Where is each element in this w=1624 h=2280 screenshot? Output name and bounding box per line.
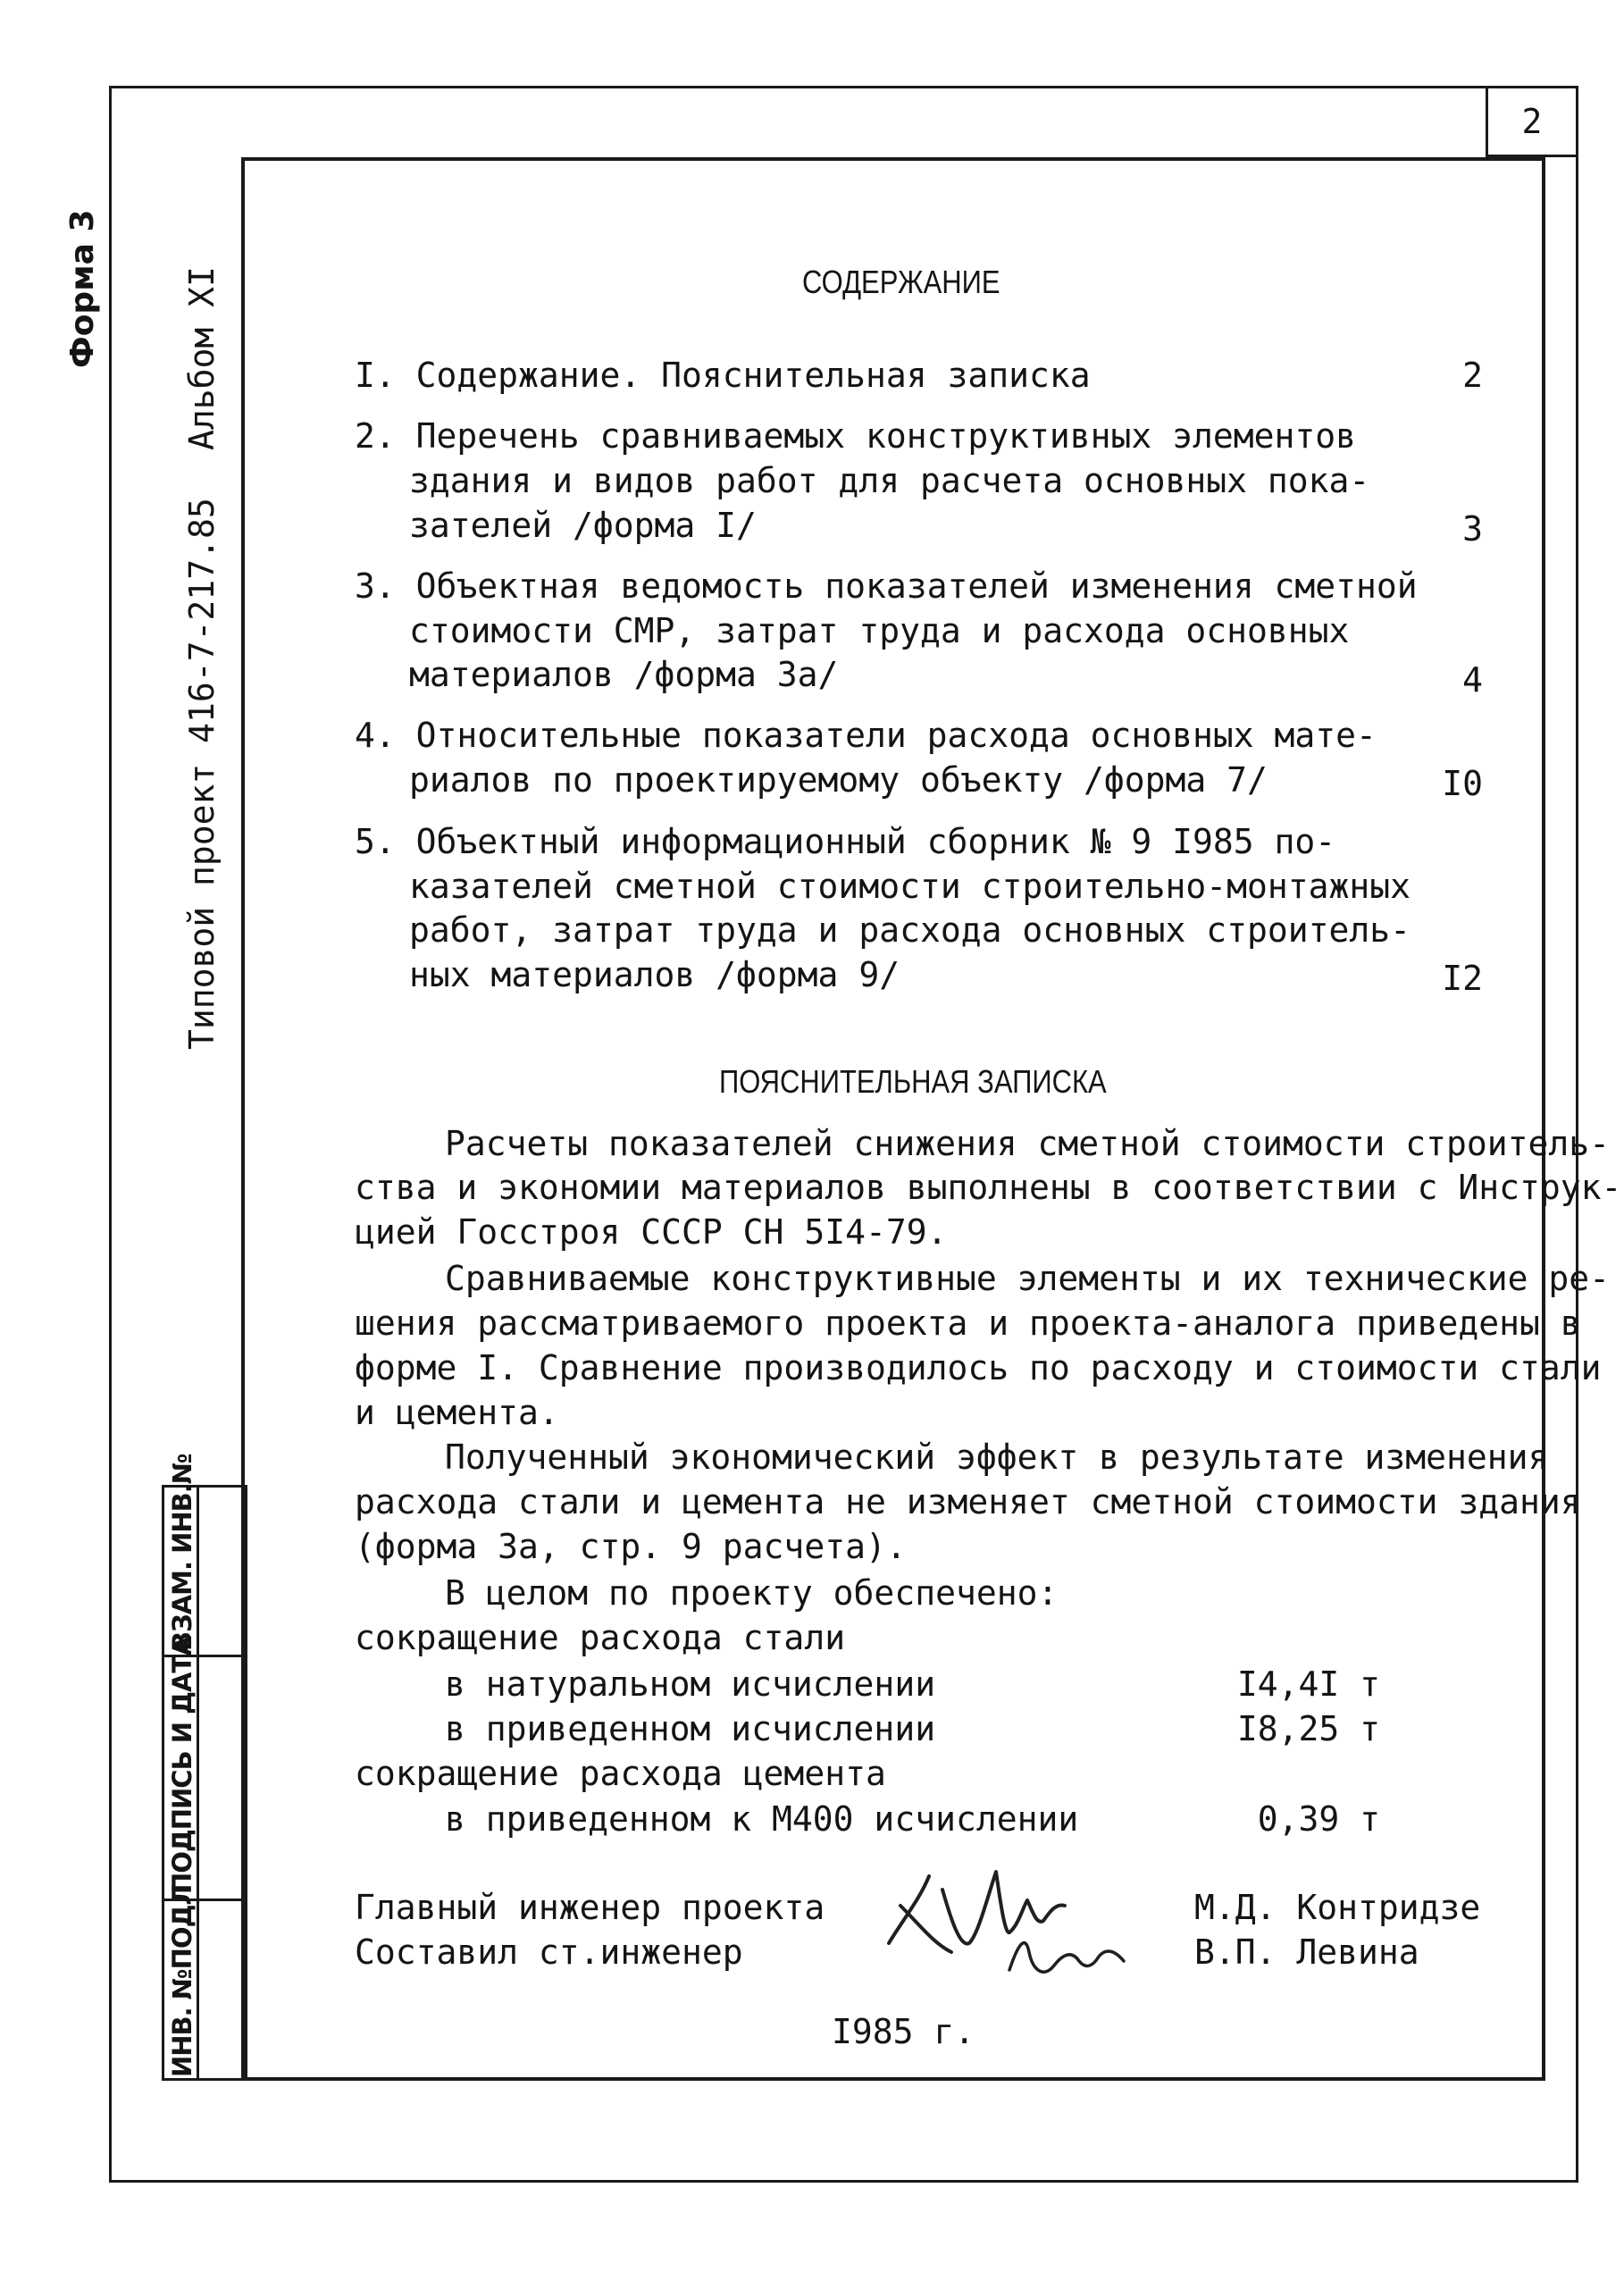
note-line: Расчеты показателей снижения сметной стоимости строитель- xyxy=(445,1124,1611,1163)
form-label: Форма 3 xyxy=(64,209,101,368)
handwritten-signature-icon xyxy=(866,1836,1161,1997)
signature-role: Главный инженер проекта xyxy=(355,1888,825,1927)
contents-item-line: казателей сметной стоимости строительно-монтажных xyxy=(409,867,1411,906)
note-line: шения рассматриваемого проекта и проекта-аналога приведены в xyxy=(355,1303,1581,1343)
steel-reduced-label: в приведенном исчислении xyxy=(445,1709,936,1748)
contents-item-page: 2 xyxy=(1462,356,1483,395)
stamp-inv-orig: ИНВ. №ПОДЛ xyxy=(167,1884,197,2077)
document-year: I985 г. xyxy=(832,2012,975,2051)
contents-item-line: 4. Относительные показатели расхода основных мате- xyxy=(355,716,1377,755)
contents-item-page: 3 xyxy=(1462,509,1483,549)
contents-item-line: ных материалов /форма 9/ xyxy=(409,955,900,994)
signature-name: В.П. Левина xyxy=(1194,1932,1419,1972)
contents-item-page: I2 xyxy=(1442,959,1483,998)
contents-title: СОДЕРЖАНИЕ xyxy=(802,264,1000,300)
note-line: сокращение расхода стали xyxy=(355,1618,846,1657)
contents-item-line: I. Содержание. Пояснительная записка xyxy=(355,356,1091,395)
cement-label: в приведенном к М400 исчислении xyxy=(445,1799,1079,1839)
note-line: цией Госстроя СССР СН 5I4-79. xyxy=(355,1212,948,1252)
contents-item-line: риалов по проектируемому объекту /форма 7/ xyxy=(409,760,1268,800)
note-line: Полученный экономический эффект в результате изменения xyxy=(445,1438,1549,1477)
note-line: Сравниваемые конструктивные элементы и их технические ре- xyxy=(445,1259,1611,1298)
note-line: расхода стали и цемента не изменяет сметной стоимости здания xyxy=(355,1482,1581,1521)
contents-item-page: 4 xyxy=(1462,660,1483,700)
stamp-block xyxy=(162,1454,247,2081)
project-label: Типовой проект 416-7-217.85 xyxy=(182,498,222,1050)
cement-value: 0,39 т xyxy=(1257,1799,1380,1839)
note-line: и цемента. xyxy=(355,1393,559,1432)
contents-item-line: 5. Объектный информационный сборник № 9 I985 по- xyxy=(355,822,1336,861)
steel-natural-value: I4,4I т xyxy=(1236,1664,1380,1704)
note-line: ства и экономии материалов выполнены в соответствии с Инструк- xyxy=(355,1168,1622,1207)
note-line: (форма 3а, стр. 9 расчета). xyxy=(355,1527,907,1566)
stamp-sign-date: ПОДПИСЬ И ДАТА xyxy=(167,1637,197,1894)
contents-item-page: I0 xyxy=(1442,764,1483,803)
signature-role: Составил ст.инженер xyxy=(355,1932,743,1972)
note-line: В целом по проекту обеспечено: xyxy=(445,1573,1059,1613)
contents-item-line: 2. Перечень сравниваемых конструктивных элементов xyxy=(355,416,1357,456)
note-line: форме I. Сравнение производилось по расходу и стоимости стали xyxy=(355,1348,1602,1387)
steel-natural-label: в натуральном исчислении xyxy=(445,1664,936,1704)
contents-item-line: зателей /форма I/ xyxy=(409,506,757,545)
page-number: 2 xyxy=(1486,86,1578,157)
steel-reduced-value: I8,25 т xyxy=(1236,1709,1380,1748)
contents-item-line: работ, затрат труда и расхода основных строитель- xyxy=(409,910,1411,950)
note-title: ПОЯСНИТЕЛЬНАЯ ЗАПИСКА xyxy=(719,1063,1107,1100)
album-label: Альбом XI xyxy=(182,266,222,450)
contents-item-line: здания и видов работ для расчета основных пока- xyxy=(409,461,1370,500)
contents-item-line: стоимости СМР, затрат труда и расхода основных xyxy=(409,611,1350,650)
cement-line: сокращение расхода цемента xyxy=(355,1754,886,1793)
signature-name: М.Д. Контридзе xyxy=(1194,1888,1481,1927)
stamp-inv-vzam: ВЗАМ. ИНВ.№ xyxy=(167,1454,197,1651)
contents-item-line: материалов /форма 3а/ xyxy=(409,655,839,694)
contents-item-line: 3. Объектная ведомость показателей изменения сметной xyxy=(355,566,1418,606)
